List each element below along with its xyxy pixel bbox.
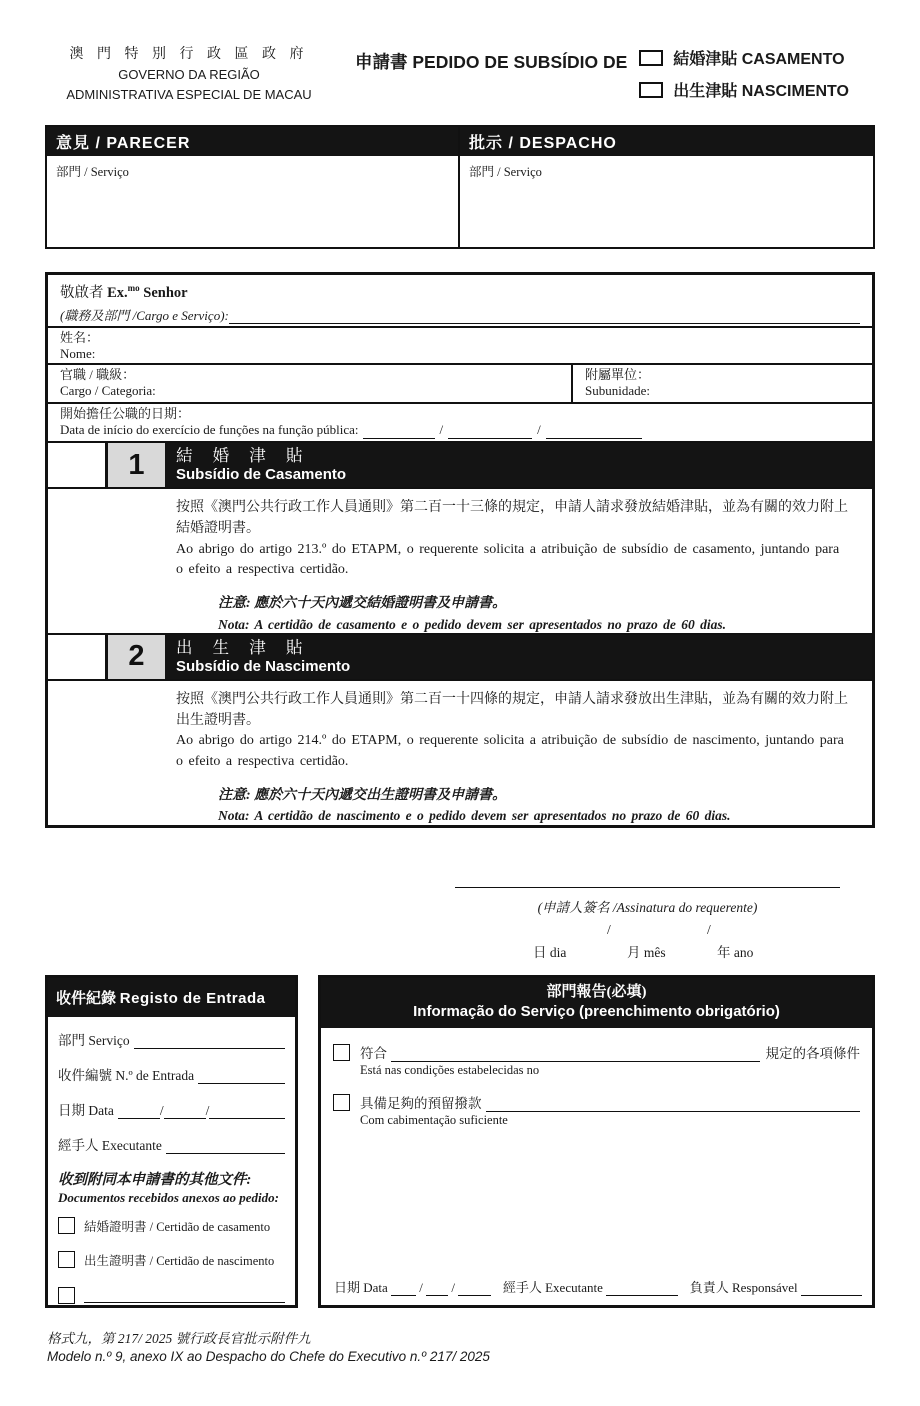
casamento-label: 結婚津貼 CASAMENTO — [673, 51, 845, 68]
section1-titlebar — [165, 443, 872, 487]
doc-casamento-row — [58, 1217, 285, 1235]
section1-text-zh: 按照《澳門公共行政工作人員通則》第二百一十三條的規定，申請人請求發放結婚津貼，並為有關的效力附上結婚證明書。 — [176, 500, 848, 536]
parecer-entry-area[interactable] — [47, 156, 458, 247]
salutation-zh: 敬啟者 — [60, 285, 108, 301]
section1-checkbox[interactable] — [48, 443, 108, 487]
nascimento-label: 出生津貼 NASCIMENTO — [673, 83, 849, 100]
section1-text-pt: Ao abrigo do artigo 213.º do ETAPM, o requerente solicita a atribuição de subsídio de casamento, juntando para o efeito a respectiva certidão. — [176, 541, 840, 578]
name-row[interactable] — [48, 326, 872, 363]
registo-slash: / — [205, 1103, 210, 1118]
start-date-month-field[interactable] — [448, 425, 532, 439]
despacho-dept-label: 部門 / Serviço — [469, 165, 542, 179]
informacao-servico-box — [318, 975, 875, 1308]
section2-text-pt: Ao abrigo do artigo 214.º do ETAPM, o requerente solicita a atribuição de subsídio de nascimento, juntando para o efeito a respectiva certidão. — [176, 733, 844, 770]
doc-other-row — [58, 1287, 285, 1304]
section2-body — [48, 681, 872, 835]
despacho-header: 批示 / DESPACHO — [460, 127, 873, 156]
doc-casamento-checkbox[interactable] — [58, 1217, 75, 1234]
salutation — [60, 281, 860, 302]
info-responsavel-label: 負責人 Responsável — [689, 1280, 798, 1295]
subunit-cell[interactable] — [573, 365, 872, 402]
doc-other-checkbox[interactable] — [58, 1287, 75, 1304]
info-executante-label: 經手人 Executante — [502, 1280, 603, 1295]
section1-body — [48, 489, 872, 633]
info-data-day-field[interactable] — [391, 1282, 416, 1296]
info-responsavel-field[interactable] — [801, 1282, 862, 1296]
section2-title-zh: 出 生 津 貼 — [176, 638, 311, 658]
registo-servico-label: 部門 Serviço — [58, 1033, 130, 1048]
signature-date-row — [455, 922, 840, 962]
cargo-cell[interactable] — [48, 365, 573, 402]
salutation-row — [48, 275, 872, 326]
gov-name-zh: 澳 門 特 別 行 政 區 政 府 — [69, 47, 309, 62]
registo-executante-label: 經手人 Executante — [58, 1138, 162, 1153]
registo-servico-row — [58, 1029, 285, 1049]
section1-note-pt: Nota: A certidão de casamento e o pedido devem ser apresentados no prazo de 60 dias. — [218, 616, 726, 632]
condicoes-line — [360, 1042, 860, 1062]
sig-date-slash2: / — [707, 922, 711, 937]
signature-block — [455, 880, 840, 962]
section2-text-zh: 按照《澳門公共行政工作人員通則》第二百一十四條的規定，申請人請求發放出生津貼，並為有關的效力附上出生證明書。 — [176, 691, 848, 728]
parecer-dept-label: 部門 / Serviço — [56, 165, 129, 179]
gov-name-pt-line1: GOVERNO DA REGIÃO — [118, 67, 260, 82]
cargo-subunit-row — [48, 363, 872, 402]
condicoes-label-zh-prefix: 符合 — [360, 1045, 387, 1061]
registo-servico-field[interactable] — [134, 1035, 285, 1049]
cargo-label-pt: Cargo / Categoria: — [60, 383, 156, 399]
sig-year-label: 年 ano — [717, 945, 754, 960]
registo-docs-heading — [58, 1171, 285, 1207]
registo-entrada-field[interactable] — [198, 1070, 285, 1084]
info-data-month-field[interactable] — [426, 1282, 448, 1296]
doc-nascimento-row — [58, 1251, 285, 1269]
section2-header — [48, 633, 872, 681]
cabimentacao-row — [333, 1092, 860, 1128]
salutation-ex: Ex. — [107, 285, 128, 301]
info-data-year-field[interactable] — [458, 1282, 491, 1296]
parecer-header: 意見 / PARECER — [47, 127, 458, 156]
registo-data-label: 日期 Data — [58, 1103, 114, 1118]
registo-docs-zh: 收到附同本申請書的其他文件: — [58, 1172, 252, 1188]
cabimentacao-label-zh: 具備足夠的預留撥款 — [360, 1095, 482, 1111]
info-executante-field[interactable] — [606, 1282, 678, 1296]
sig-day-label: 日 dia — [533, 945, 567, 960]
footer — [47, 1330, 490, 1365]
condicoes-checkbox[interactable] — [333, 1044, 350, 1061]
doc-nascimento-label: 出生證明書 / Certidão de nascimento — [84, 1253, 275, 1268]
registo-slash: / — [159, 1103, 164, 1118]
condicoes-label-zh-suffix: 規定的各項條件 — [765, 1045, 860, 1061]
section1-title-zh: 結 婚 津 貼 — [176, 446, 311, 466]
section1-title-pt: Subsídio de Casamento — [176, 466, 347, 484]
section1-note — [218, 594, 850, 635]
salutation-sup: mo — [127, 283, 140, 294]
application-box — [45, 272, 875, 828]
gov-name-pt-line2: ADMINISTRATIVA ESPECIAL DE MACAU — [66, 86, 312, 102]
signature-field[interactable] — [455, 880, 840, 888]
cabimentacao-label-pt: Com cabimentação suficiente — [360, 1112, 508, 1127]
cabimentacao-content — [360, 1092, 860, 1128]
name-label-pt: Nome: — [60, 346, 96, 362]
parecer-column — [47, 127, 460, 247]
registo-title-pt: Registo de Entrada — [119, 990, 266, 1007]
start-date-line — [60, 422, 860, 439]
form-title-block — [355, 46, 849, 101]
section2-note-pt: Nota: A certidão de nascimento e o pedido devem ser apresentados no prazo de 60 dias. — [218, 808, 731, 824]
doc-nascimento-checkbox[interactable] — [58, 1251, 75, 1268]
registo-executante-field[interactable] — [166, 1140, 285, 1154]
section2-checkbox[interactable] — [48, 635, 108, 679]
informacao-body — [321, 1028, 872, 1306]
doc-casamento-label: 結婚證明書 / Certidão de casamento — [84, 1219, 271, 1234]
condicoes-field[interactable] — [391, 1048, 760, 1062]
section2-number: 2 — [108, 635, 165, 679]
section1-header — [48, 441, 872, 489]
registo-entrada-label: 收件編號 N.º de Entrada — [58, 1068, 195, 1083]
name-label-zh: 姓名： — [60, 330, 100, 345]
start-date-row — [48, 402, 872, 442]
despacho-entry-area[interactable] — [460, 156, 873, 247]
section1-number: 1 — [108, 443, 165, 487]
date-slash: / — [537, 422, 541, 438]
cargo-servico-row — [60, 305, 860, 324]
subunit-label-pt: Subunidade: — [585, 383, 650, 399]
date-slash: / — [439, 422, 444, 438]
info-slash: / — [419, 1280, 423, 1295]
registo-data-year-field[interactable] — [209, 1105, 285, 1119]
government-letterhead — [58, 44, 320, 104]
section1-note-zh: 注意: 應於六十天內遞交結婚證明書及申請書。 — [218, 595, 507, 611]
subunit-label-zh: 附屬單位： — [585, 367, 651, 382]
nascimento-checkbox[interactable] — [639, 82, 663, 98]
sig-month-label: 月 mês — [627, 945, 666, 960]
registo-data-row — [58, 1099, 285, 1119]
cargo-servico-label: (職務及部門 /Cargo e Serviço): — [60, 308, 229, 323]
condicoes-row — [333, 1042, 860, 1078]
footer-model-pt: Modelo n.º 9, anexo IX ao Despacho do Chefe do Executivo n.º 217/ 2025 — [47, 1348, 490, 1364]
salutation-senhor: Senhor — [139, 285, 188, 301]
section2-titlebar — [165, 635, 872, 679]
despacho-column — [460, 127, 873, 247]
registo-title-zh: 收件紀錄 — [56, 991, 117, 1007]
start-date-label-pt: Data de início do exercício de funções na função pública: — [60, 422, 359, 438]
form-title: 申請書 PEDIDO DE SUBSÍDIO DE — [355, 52, 628, 72]
informacao-bottom-row — [331, 1277, 862, 1296]
cargo-label-zh: 官職 / 職級： — [60, 367, 136, 382]
footer-model-zh: 格式九，第 217/ 2025 號行政長官批示附件九 — [47, 1331, 311, 1346]
condicoes-label-pt: Está nas condições estabelecidas no — [360, 1062, 540, 1077]
section2-note-zh: 注意: 應於六十天內遞交出生證明書及申請書。 — [218, 787, 507, 803]
casamento-checkbox[interactable] — [639, 50, 663, 66]
sig-date-slash1: / — [607, 922, 611, 937]
start-date-year-field[interactable] — [546, 425, 642, 439]
registo-data-month-field[interactable] — [164, 1105, 206, 1119]
informacao-title-pt: Informação do Serviço (preenchimento obrigatório) — [413, 1003, 780, 1021]
start-date-day-field[interactable] — [363, 425, 435, 439]
info-data-label: 日期 Data — [334, 1280, 388, 1295]
informacao-header — [321, 978, 872, 1028]
option-casamento-row — [639, 46, 849, 69]
cargo-servico-field[interactable] — [229, 310, 860, 324]
doc-other-field[interactable] — [84, 1287, 285, 1303]
start-date-label-zh: 開始擔任公職的日期： — [60, 405, 191, 421]
signature-label: (申請人簽名 /Assinatura do requerente) — [537, 900, 758, 915]
section2-note — [218, 786, 850, 827]
registo-executante-row — [58, 1134, 285, 1154]
section2-title-pt: Subsídio de Nascimento — [176, 657, 351, 675]
parecer-despacho-box — [45, 125, 875, 249]
registo-data-day-field[interactable] — [118, 1105, 160, 1119]
cabimentacao-line — [360, 1092, 860, 1112]
cabimentacao-checkbox[interactable] — [333, 1094, 350, 1111]
registo-entrada-box — [45, 975, 298, 1308]
registo-body — [48, 1017, 295, 1312]
cabimentacao-field[interactable] — [486, 1098, 861, 1112]
registo-docs-pt: Documentos recebidos anexos ao pedido: — [58, 1189, 279, 1205]
registo-entrada-row — [58, 1064, 285, 1084]
subsidy-type-options — [639, 46, 849, 101]
condicoes-content — [360, 1042, 860, 1078]
option-nascimento-row — [639, 78, 849, 101]
info-slash: / — [451, 1280, 455, 1295]
registo-header — [48, 978, 295, 1017]
informacao-title-zh: 部門報告(必填) — [546, 984, 647, 1000]
